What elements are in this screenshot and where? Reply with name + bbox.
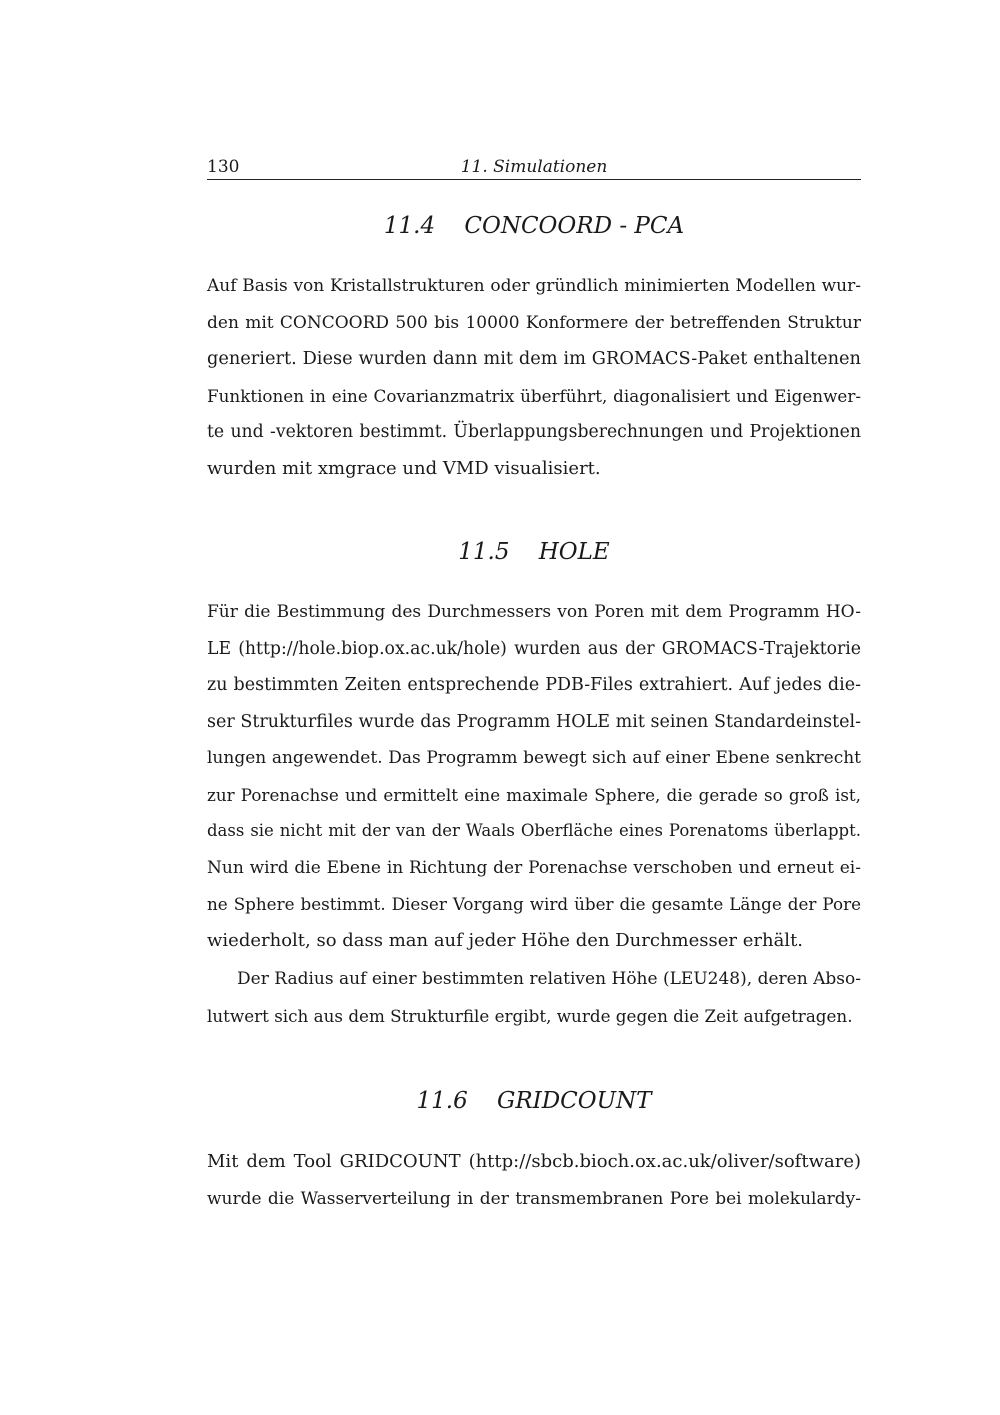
chapter-title: 11. Simulationen <box>460 157 608 177</box>
text-line: LE (http://hole.biop.ox.ac.uk/hole) wurden aus der GROMACS-Trajektorie <box>207 638 861 659</box>
paragraph-gridcount <box>207 1144 861 1217</box>
paragraph-hole-1 <box>207 594 861 959</box>
section-heading-gridcount: 11.6 GRIDCOUNT <box>416 1088 652 1114</box>
text-line: lungen angewendet. Das Programm bewegt sich auf einer Ebene senkrecht <box>207 748 861 768</box>
section-heading-concoord: 11.4 CONCOORD - PCA <box>383 213 685 239</box>
page-number: 130 <box>207 157 240 177</box>
text-line: Mit dem Tool GRIDCOUNT (http://sbcb.bioch.ox.ac.uk/oliver/software) <box>207 1151 861 1172</box>
text-line: generiert. Diese wurden dann mit dem im GROMACS-Paket enthaltenen <box>207 349 861 369</box>
text-line: Funktionen in eine Covarianzmatrix überführt, diagonalisiert und Eigenwer- <box>207 385 861 406</box>
text-line: te und -vektoren bestimmt. Überlappungsberechnungen und Projektionen <box>207 422 861 442</box>
text-line: Nun wird die Ebene in Richtung der Porenachse verschoben und erneut ei- <box>207 857 861 878</box>
text-line: Für die Bestimmung des Durchmessers von Poren mit dem Programm HO- <box>207 602 861 622</box>
paragraph-concoord <box>207 268 861 487</box>
text-line: ne Sphere bestimmt. Dieser Vorgang wird über die gesamte Länge der Pore <box>207 894 861 914</box>
text-line: ser Strukturfiles wurde das Programm HOLE mit seinen Standardeinstel- <box>207 711 861 732</box>
text-line: den mit CONCOORD 500 bis 10000 Konformere der betreffenden Struktur <box>207 312 861 333</box>
text-line: wurde die Wasserverteilung in der transmembranen Pore bei molekulardy- <box>207 1188 861 1209</box>
text-line: zu bestimmten Zeiten entsprechende PDB-Files extrahiert. Auf jedes die- <box>207 675 861 695</box>
section-heading-hole: 11.5 HOLE <box>458 539 610 565</box>
text-line: lutwert sich aus dem Strukturfile ergibt, wurde gegen die Zeit aufgetragen. <box>207 1005 853 1026</box>
text-line: dass sie nicht mit der van der Waals Oberfläche eines Porenatoms überlappt. <box>207 821 861 840</box>
text-line: wurden mit xmgrace und VMD visualisiert. <box>207 457 601 479</box>
text-line: zur Porenachse und ermittelt eine maximale Sphere, die gerade so groß ist, <box>207 784 861 805</box>
text-line: wiederholt, so dass man auf jeder Höhe den Durchmesser erhält. <box>207 929 804 951</box>
paragraph-hole-2 <box>207 961 861 1034</box>
text-line: Auf Basis von Kristallstrukturen oder gründlich minimierten Modellen wur- <box>207 276 861 296</box>
running-header <box>207 155 861 180</box>
text-line: Der Radius auf einer bestimmten relativen Höhe (LEU248), deren Abso- <box>237 969 861 989</box>
